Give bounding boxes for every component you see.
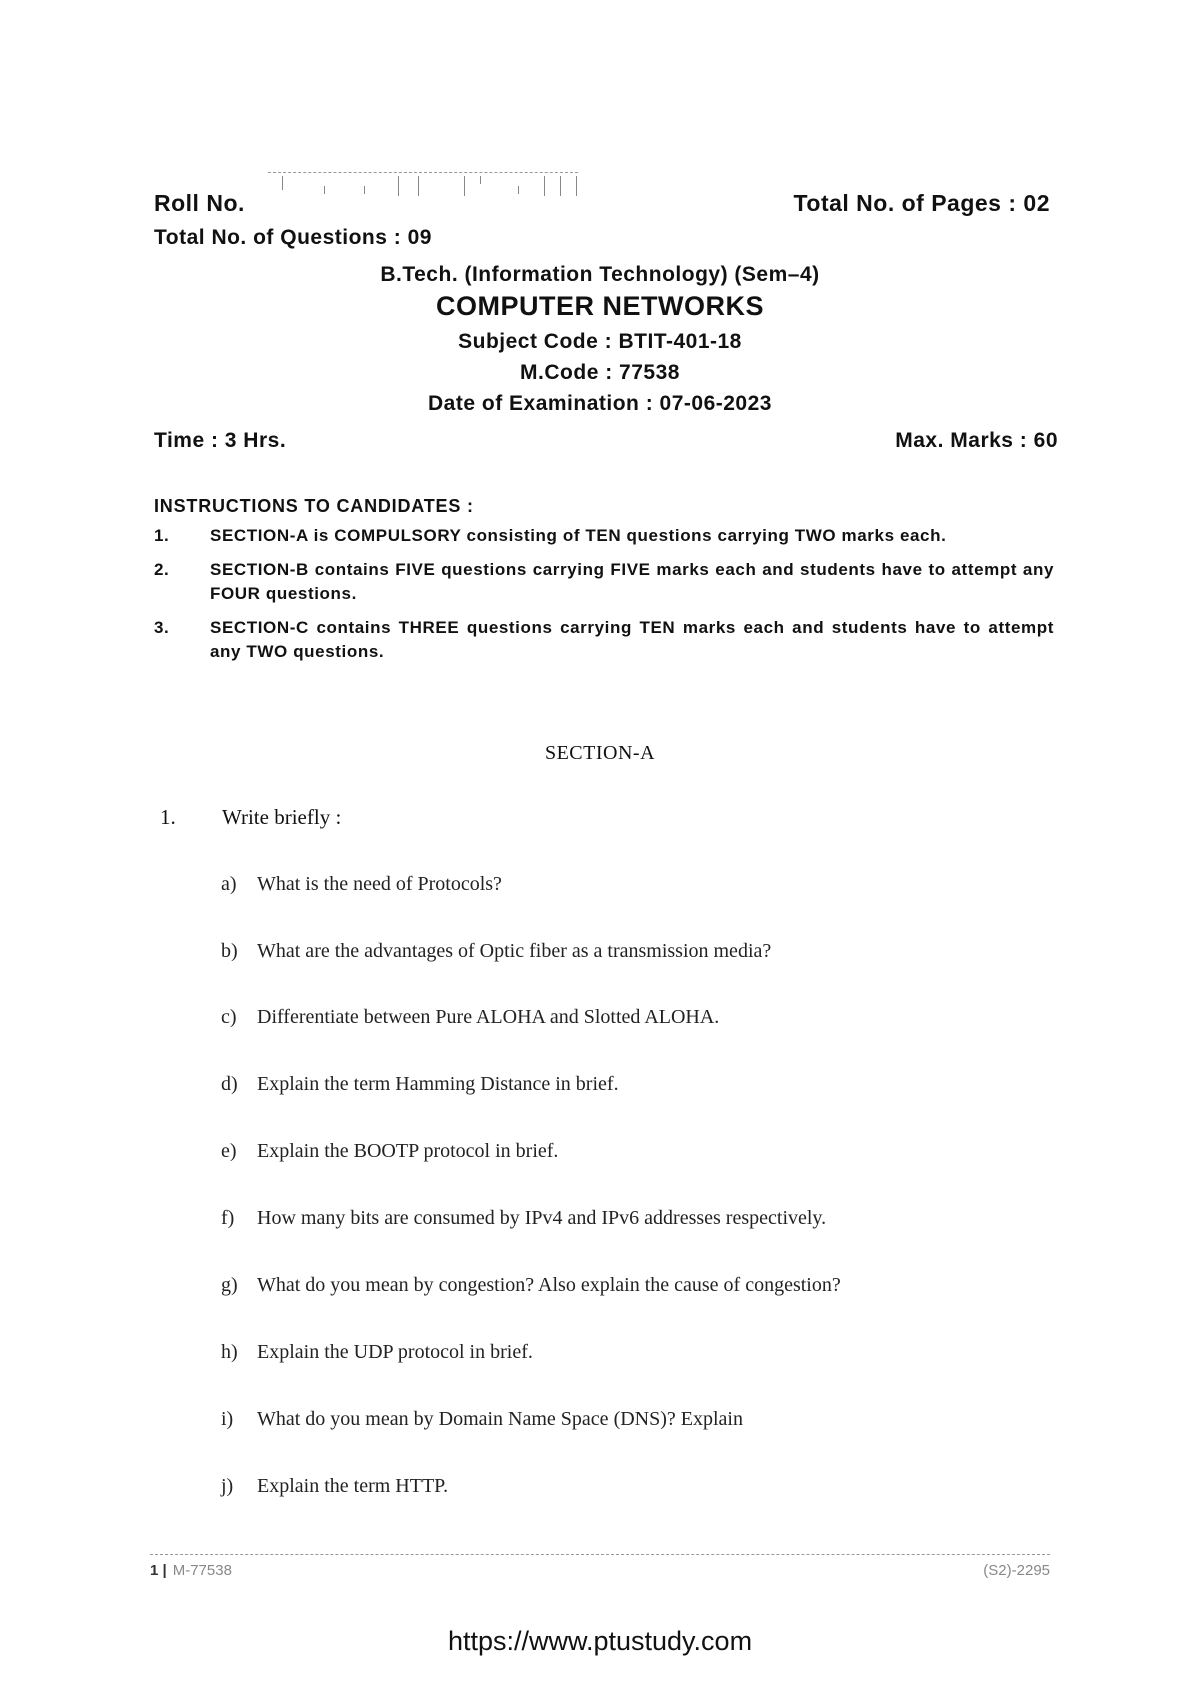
footer-divider: [150, 1554, 1050, 1555]
total-questions: Total No. of Questions : 09: [154, 226, 432, 249]
exam-time: Time : 3 Hrs.: [154, 429, 287, 452]
sub-question-letter: e): [221, 1140, 237, 1162]
sub-question-letter: c): [221, 1006, 237, 1028]
sub-question-text: Explain the term Hamming Distance in brief.: [257, 1073, 619, 1095]
sub-question-text: Explain the term HTTP.: [257, 1475, 449, 1497]
section-a-heading: SECTION-A: [544, 742, 656, 764]
sub-question-e: [221, 1140, 558, 1163]
sub-question-a: [221, 873, 502, 896]
sub-question-letter: f): [221, 1207, 235, 1229]
sub-question-text: Explain the BOOTP protocol in brief.: [257, 1140, 559, 1162]
instruction-number: 1.: [154, 526, 170, 545]
question-number: 1.: [160, 805, 176, 829]
footer-serial: (S2)-2295: [983, 1562, 1050, 1579]
sub-question-h: [221, 1341, 533, 1364]
sub-question-text: What do you mean by congestion? Also explain the cause of congestion?: [257, 1274, 841, 1296]
page-number: 1 |: [150, 1562, 167, 1579]
roll-number-label: Roll No.: [154, 190, 245, 216]
max-marks: Max. Marks : 60: [895, 429, 1058, 452]
sub-question-f: [221, 1207, 826, 1230]
sub-question-text: Explain the UDP protocol in brief.: [257, 1341, 533, 1363]
sub-question-i: [221, 1408, 743, 1431]
footer-m-code: M-77538: [172, 1562, 232, 1579]
sub-question-text: How many bits are consumed by IPv4 and IPv6 addresses respectively.: [257, 1207, 827, 1229]
sub-question-letter: b): [221, 940, 238, 962]
total-pages: Total No. of Pages : 02: [793, 190, 1050, 216]
instruction-item: [154, 524, 1054, 548]
instruction-number: 2.: [154, 560, 170, 579]
instruction-number: 3.: [154, 618, 170, 637]
instruction-text: SECTION-A is COMPULSORY consisting of TEN questions carrying TWO marks each.: [210, 526, 947, 545]
instructions-list: [154, 524, 1054, 674]
sub-question-b: [221, 940, 771, 963]
question-text: Write briefly :: [222, 805, 342, 829]
exam-date: Date of Examination : 07-06-2023: [428, 392, 772, 415]
sub-question-letter: a): [221, 873, 237, 895]
sub-question-text: What is the need of Protocols?: [257, 873, 502, 895]
sub-question-text: What do you mean by Domain Name Space (DNS)? Explain: [257, 1408, 743, 1430]
instruction-text: SECTION-B contains FIVE questions carrying FIVE marks each and students have to attempt any FOUR questions.: [210, 560, 1054, 603]
m-code: M.Code : 77538: [520, 361, 680, 384]
footer-left: [150, 1562, 232, 1579]
subject-code: Subject Code : BTIT-401-18: [458, 330, 742, 353]
sub-question-d: [221, 1073, 619, 1096]
sub-question-letter: g): [221, 1274, 238, 1296]
sub-question-letter: h): [221, 1341, 238, 1363]
instruction-text: SECTION-C contains THREE questions carrying TEN marks each and students have to attempt any TWO questions.: [210, 618, 1054, 661]
subject-title: COMPUTER NETWORKS: [436, 291, 764, 321]
instruction-item: [154, 558, 1054, 606]
sub-question-letter: d): [221, 1073, 238, 1095]
instructions-title: INSTRUCTIONS TO CANDIDATES :: [154, 496, 474, 516]
sub-question-letter: i): [221, 1408, 234, 1430]
sub-question-text: What are the advantages of Optic fiber as a transmission media?: [257, 940, 772, 962]
instruction-item: [154, 616, 1054, 664]
roll-number-boxes: [268, 172, 578, 202]
sub-question-letter: j): [221, 1475, 234, 1497]
sub-question-g: [221, 1274, 841, 1297]
sub-question-c: [221, 1006, 719, 1029]
website-link[interactable]: https://www.ptustudy.com: [447, 1626, 753, 1656]
sub-question-text: Differentiate between Pure ALOHA and Slotted ALOHA.: [257, 1006, 720, 1028]
sub-question-j: [221, 1475, 448, 1498]
degree-title: B.Tech. (Information Technology) (Sem–4): [380, 263, 820, 286]
